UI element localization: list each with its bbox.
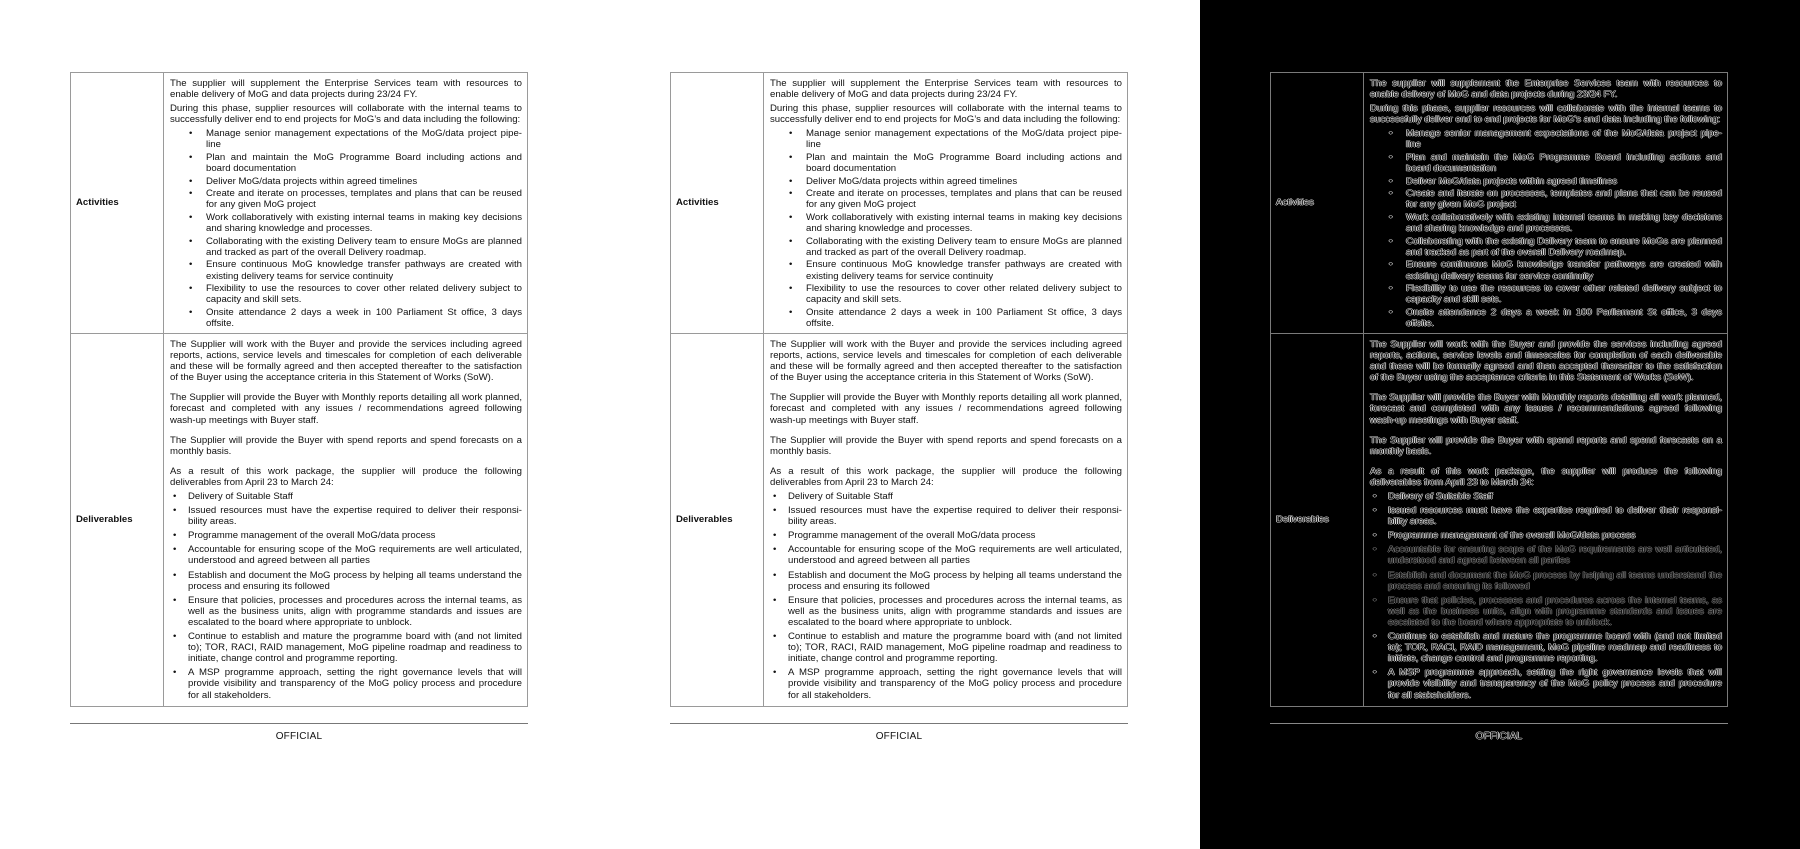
row-label-activities: Activities [71,73,164,334]
row-label-deliverables: Deliverables [1271,333,1364,706]
list-item: • Accountable for ensuring scope of the MoG requirements are well articulated, understood and agreed between all parties [1388,544,1722,566]
list-item: • Accountable for ensuring scope of the MoG requirements are well articulated, understood and agreed between all parties [788,544,1122,566]
activities-phase: During this phase, supplier resources will collaborate with the internal teams to successfully deliver end to end projects for MoG’s and data including the following: [770,103,1122,126]
list-item: • Collaborating with the existing Delivery team to ensure MoGs are planned and tracked as part of the overall Delivery roadmap. [206,236,522,258]
activities-content [164,73,528,334]
list-item: • Continue to establish and mature the programme board with (and not limited to); TOR, RACI, RAID management, MoG pipeline roadmap and readiness to initiate, change control and programme reporting. [788,631,1122,664]
document-body [70,72,528,742]
deliverables-list [770,491,1122,701]
footer-rule [70,723,528,724]
document-page-left [0,0,600,849]
list-item: • A MSP programme approach, setting the right governance levels that will provide visibility and transparency of the MoG policy process and procedure for all stakeholders. [188,667,522,700]
list-item: • A MSP programme approach, setting the right governance levels that will provide visibility and transparency of the MoG policy process and procedure for all stakeholders. [788,667,1122,700]
list-item: • Flexibility to use the resources to cover other related delivery subject to capacity and skill sets. [206,283,522,305]
list-item: • Issued resources must have the expertise required to deliver their responsi-bility areas. [1388,505,1722,527]
activities-intro: The supplier will supplement the Enterprise Services team with resources to enable delivery of MoG and data projects during 23/24 FY. [770,78,1122,101]
list-item: • Collaborating with the existing Delivery team to ensure MoGs are planned and tracked as part of the overall Delivery roadmap. [806,236,1122,258]
list-item: • Deliver MoG/data projects within agreed timelines [806,176,1122,187]
activities-phase: During this phase, supplier resources will collaborate with the internal teams to successfully deliver end to end projects for MoG’s and data including the following: [1370,103,1722,126]
classification-footer: OFFICIAL [875,730,923,742]
list-item: • Establish and document the MoG process by helping all teams understand the process and ensuring its followed [188,570,522,592]
row-label-activities: Activities [671,73,764,334]
deliverables-row [1271,333,1728,706]
list-item: • Delivery of Suitable Staff [188,491,522,502]
activities-content [1364,73,1728,334]
list-item: • Flexibility to use the resources to cover other related delivery subject to capacity and skill sets. [806,283,1122,305]
deliverables-para-4: As a result of this work package, the supplier will produce the following deliverables from April 23 to March 24: [170,465,522,488]
list-item: • A MSP programme approach, setting the right governance levels that will provide visibility and transparency of the MoG policy process and procedure for all stakeholders. [1388,667,1722,700]
activities-list [770,128,1122,329]
document-body [1270,72,1728,742]
list-item: • Manage senior management expectations of the MoG/data project pipe-line [1406,128,1722,150]
list-item: • Ensure that policies, processes and procedures across the internal teams, as well as the business units, align with programme standards and issues are escalated to the board where appropriate to unblock. [188,595,522,628]
activities-intro: The supplier will supplement the Enterprise Services team with resources to enable delivery of MoG and data projects during 23/24 FY. [170,78,522,101]
list-item: • Plan and maintain the MoG Programme Board including actions and board documentation [806,152,1122,174]
list-item: • Ensure continuous MoG knowledge transfer pathways are created with existing delivery teams for service continuity [206,259,522,281]
deliverables-para-3: The Supplier will provide the Buyer with spend reports and spend forecasts on a monthly basis. [170,434,522,457]
list-item: • Ensure continuous MoG knowledge transfer pathways are created with existing delivery teams for service continuity [806,259,1122,281]
deliverables-row [71,333,528,706]
deliverables-row [671,333,1128,706]
list-item: • Continue to establish and mature the programme board with (and not limited to); TOR, RACI, RAID management, MoG pipeline roadmap and readiness to initiate, change control and programme reporting. [188,631,522,664]
activities-list [1370,128,1722,329]
list-item: • Delivery of Suitable Staff [788,491,1122,502]
activities-intro: The supplier will supplement the Enterprise Services team with resources to enable delivery of MoG and data projects during 23/24 FY. [1370,78,1722,101]
deliverables-para-1: The Supplier will work with the Buyer and provide the services including agreed reports, actions, service levels and timescales for completion of each deliverable and these will be formally agreed and then accepted thereafter to the satisfaction of the Buyer using the acceptance criteria in this Statement of Works (SoW). [170,338,522,384]
list-item: • Delivery of Suitable Staff [1388,491,1722,502]
list-item: • Create and iterate on processes, templates and plans that can be reused for any given MoG project [206,188,522,210]
deliverables-para-1: The Supplier will work with the Buyer and provide the services including agreed reports, actions, service levels and timescales for completion of each deliverable and these will be formally agreed and then accepted thereafter to the satisfaction of the Buyer using the acceptance criteria in this Statement of Works (SoW). [1370,338,1722,384]
list-item: • Establish and document the MoG process by helping all teams understand the process and ensuring its followed [1388,570,1722,592]
list-item: • Programme management of the overall MoG/data process [188,530,522,541]
deliverables-content [764,333,1128,706]
list-item: • Onsite attendance 2 days a week in 100 Parliament St office, 3 days offsite. [1406,307,1722,329]
deliverables-para-2: The Supplier will provide the Buyer with Monthly reports detailing all work planned, forecast and completed with any issues / recommendations agreed following wash-up meetings with Buyer staff. [170,392,522,426]
activities-phase: During this phase, supplier resources will collaborate with the internal teams to successfully deliver end to end projects for MoG’s and data including the following: [170,103,522,126]
row-label-deliverables: Deliverables [671,333,764,706]
list-item: • Manage senior management expectations of the MoG/data project pipe-line [806,128,1122,150]
activities-list [170,128,522,329]
list-item: • Flexibility to use the resources to cover other related delivery subject to capacity and skill sets. [1406,283,1722,305]
list-item: • Manage senior management expectations of the MoG/data project pipe-line [206,128,522,150]
list-item: • Work collaboratively with existing internal teams in making key decisions and sharing knowledge and processes. [1406,212,1722,234]
list-item: • Plan and maintain the MoG Programme Board including actions and board documentation [206,152,522,174]
footer-rule [1270,723,1728,724]
deliverables-list [1370,491,1722,701]
list-item: • Onsite attendance 2 days a week in 100 Parliament St office, 3 days offsite. [806,307,1122,329]
classification-footer: OFFICIAL [275,730,323,742]
list-item: • Ensure that policies, processes and procedures across the internal teams, as well as the business units, align with programme standards and issues are escalated to the board where appropriate to unblock. [788,595,1122,628]
list-item: • Work collaboratively with existing internal teams in making key decisions and sharing knowledge and processes. [206,212,522,234]
activities-row [671,73,1128,334]
list-item: • Create and iterate on processes, templates and plans that can be reused for any given MoG project [1406,188,1722,210]
document-page-right-inverted [1200,0,1800,849]
list-item: • Programme management of the overall MoG/data process [1388,530,1722,541]
list-item: • Deliver MoG/data projects within agreed timelines [1406,176,1722,187]
list-item: • Collaborating with the existing Delivery team to ensure MoGs are planned and tracked as part of the overall Delivery roadmap. [1406,236,1722,258]
list-item: • Issued resources must have the expertise required to deliver their responsi-bility areas. [788,505,1122,527]
work-package-table [670,72,1128,707]
footer-rule [670,723,1128,724]
activities-row [1271,73,1728,334]
work-package-table [1270,72,1728,707]
deliverables-para-1: The Supplier will work with the Buyer and provide the services including agreed reports, actions, service levels and timescales for completion of each deliverable and these will be formally agreed and then accepted thereafter to the satisfaction of the Buyer using the acceptance criteria in this Statement of Works (SoW). [770,338,1122,384]
row-label-deliverables: Deliverables [71,333,164,706]
document-page-middle [600,0,1200,849]
deliverables-para-4: As a result of this work package, the supplier will produce the following deliverables from April 23 to March 24: [770,465,1122,488]
deliverables-para-3: The Supplier will provide the Buyer with spend reports and spend forecasts on a monthly basis. [1370,434,1722,457]
document-body [670,72,1128,742]
work-package-table [70,72,528,707]
list-item: • Create and iterate on processes, templates and plans that can be reused for any given MoG project [806,188,1122,210]
list-item: • Programme management of the overall MoG/data process [788,530,1122,541]
deliverables-para-3: The Supplier will provide the Buyer with spend reports and spend forecasts on a monthly basis. [770,434,1122,457]
activities-content [764,73,1128,334]
deliverables-list [170,491,522,701]
list-item: • Deliver MoG/data projects within agreed timelines [206,176,522,187]
classification-footer: OFFICIAL [1475,730,1523,742]
deliverables-para-4: As a result of this work package, the supplier will produce the following deliverables from April 23 to March 24: [1370,465,1722,488]
row-label-activities: Activities [1271,73,1364,334]
list-item: • Plan and maintain the MoG Programme Board including actions and board documentation [1406,152,1722,174]
list-item: • Ensure continuous MoG knowledge transfer pathways are created with existing delivery teams for service continuity [1406,259,1722,281]
list-item: • Onsite attendance 2 days a week in 100 Parliament St office, 3 days offsite. [206,307,522,329]
deliverables-content [164,333,528,706]
list-item: • Issued resources must have the expertise required to deliver their responsi-bility areas. [188,505,522,527]
deliverables-para-2: The Supplier will provide the Buyer with Monthly reports detailing all work planned, forecast and completed with any issues / recommendations agreed following wash-up meetings with Buyer staff. [1370,392,1722,426]
deliverables-para-2: The Supplier will provide the Buyer with Monthly reports detailing all work planned, forecast and completed with any issues / recommendations agreed following wash-up meetings with Buyer staff. [770,392,1122,426]
list-item: • Continue to establish and mature the programme board with (and not limited to); TOR, RACI, RAID management, MoG pipeline roadmap and readiness to initiate, change control and programme reporting. [1388,631,1722,664]
list-item: • Work collaboratively with existing internal teams in making key decisions and sharing knowledge and processes. [806,212,1122,234]
list-item: • Establish and document the MoG process by helping all teams understand the process and ensuring its followed [788,570,1122,592]
deliverables-content [1364,333,1728,706]
list-item: • Accountable for ensuring scope of the MoG requirements are well articulated, understood and agreed between all parties [188,544,522,566]
activities-row [71,73,528,334]
list-item: • Ensure that policies, processes and procedures across the internal teams, as well as the business units, align with programme standards and issues are escalated to the board where appropriate to unblock. [1388,595,1722,628]
